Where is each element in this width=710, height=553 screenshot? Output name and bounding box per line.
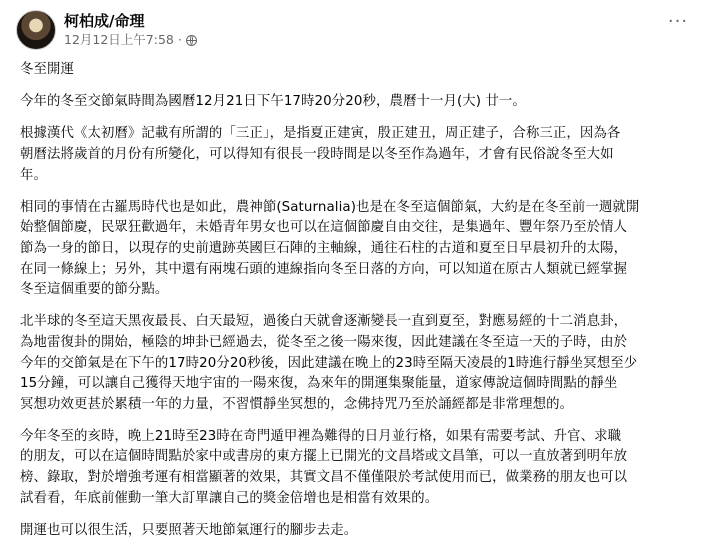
post-paragraph	[20, 92, 696, 113]
paragraph-line: 的朋友，可以在這個時間點於家中或書房的東方擺上已開光的文昌塔或文昌筆，可以一直放著到明年放	[20, 449, 628, 465]
paragraph-line: 始整個節慶，民眾狂歡過年，未婚青年男女也可以在這個節慶自由交往，是集過年、豐年祭乃至於情人	[20, 220, 628, 236]
post-paragraph	[20, 521, 696, 542]
post-paragraph	[20, 198, 696, 301]
post-paragraph	[20, 124, 696, 186]
paragraph-line: 試看看，年底前催動一筆大訂單讓自己的獎金倍增也是相當有效果的。	[20, 490, 439, 506]
paragraph-line: 朝曆法將歲首的月份有所變化，可以得知有很長一段時間是以冬至作為過年，才會有民俗說冬至大如	[20, 146, 614, 162]
post-timestamp[interactable]: 12月12日上午7:58	[64, 32, 174, 47]
paragraph-line: 在同一條線上；另外，其中還有兩塊石頭的連線指向冬至日落的方向，可以知道在原古人類就已經掌握	[20, 261, 628, 277]
paragraph-line: 榜、錄取，對於增強考運有相當顯著的效果，其實文昌不僅僅限於考試使用而已，做業務的朋友也可以	[20, 470, 628, 486]
paragraph-line: 今年冬至的亥時，晚上21時至23時在奇門遁甲裡為難得的日月並行格，如果有需要考試、升官、求職	[20, 428, 622, 444]
paragraph-line: 為地雷復卦的開始，極陰的坤卦已經過去，從冬至之後一陽來復，因此建議在冬至這一天的子時，由於	[20, 334, 628, 350]
paragraph-line: 節為一身的節日，以現存的史前遺跡英國巨石陣的主軸線，通往石柱的古道和夏至日早晨初升的太陽，	[20, 240, 628, 256]
paragraph-line: 年。	[20, 167, 47, 183]
paragraph-line: 開運也可以很生活，只要照著天地節氣運行的腳步去走。	[20, 522, 358, 538]
post-time-row	[64, 32, 197, 48]
globe-icon	[186, 35, 197, 46]
paragraph-line: 15分鐘，可以讓自己獲得天地宇宙的一陽來復，為來年的開運集聚能量，道家傳說這個時間點的靜坐	[20, 376, 618, 392]
paragraph-line: 今年的交節氣是在下午的17時20分20秒後，因此建議在晚上的23時至隔天凌晨的1時進行靜坐冥想至少	[20, 355, 638, 371]
paragraph-line: 冬至這個重要的節分點。	[20, 282, 169, 298]
separator-dot: ·	[177, 32, 182, 47]
avatar[interactable]	[16, 10, 56, 50]
more-options-button[interactable]: ···	[667, 11, 689, 32]
post-paragraphs	[20, 92, 696, 541]
post-meta	[64, 12, 197, 48]
paragraph-line: 今年的冬至交節氣時間為國曆12月21日下午17時20分20秒，農曆十一月(大) 廿一。	[20, 94, 526, 110]
author-name[interactable]: 柯柏成/命理	[64, 12, 145, 30]
post-paragraph	[20, 427, 696, 509]
post-body	[20, 60, 696, 553]
post-header	[16, 10, 197, 50]
post-paragraph	[20, 312, 696, 415]
paragraph-line: 冥想功效更甚於累積一年的力量，不習慣靜坐冥想的，念佛持咒乃至於誦經都是非常理想的。	[20, 396, 574, 412]
post-title: 冬至開運	[20, 62, 74, 77]
paragraph-line: 北半球的冬至這天黑夜最長、白天最短，過後白天就會逐漸變長一直到夏至，對應易經的十二消息卦，	[20, 314, 628, 330]
paragraph-line: 相同的事情在古羅馬時代也是如此，農神節(Saturnalia)也是在冬至這個節氣，大約是在冬至前一週就開	[20, 199, 640, 215]
paragraph-line: 根據漢代《太初曆》記載有所謂的「三正」，是指夏正建寅，殷正建丑，周正建子，合称三正，因為各	[20, 126, 621, 142]
